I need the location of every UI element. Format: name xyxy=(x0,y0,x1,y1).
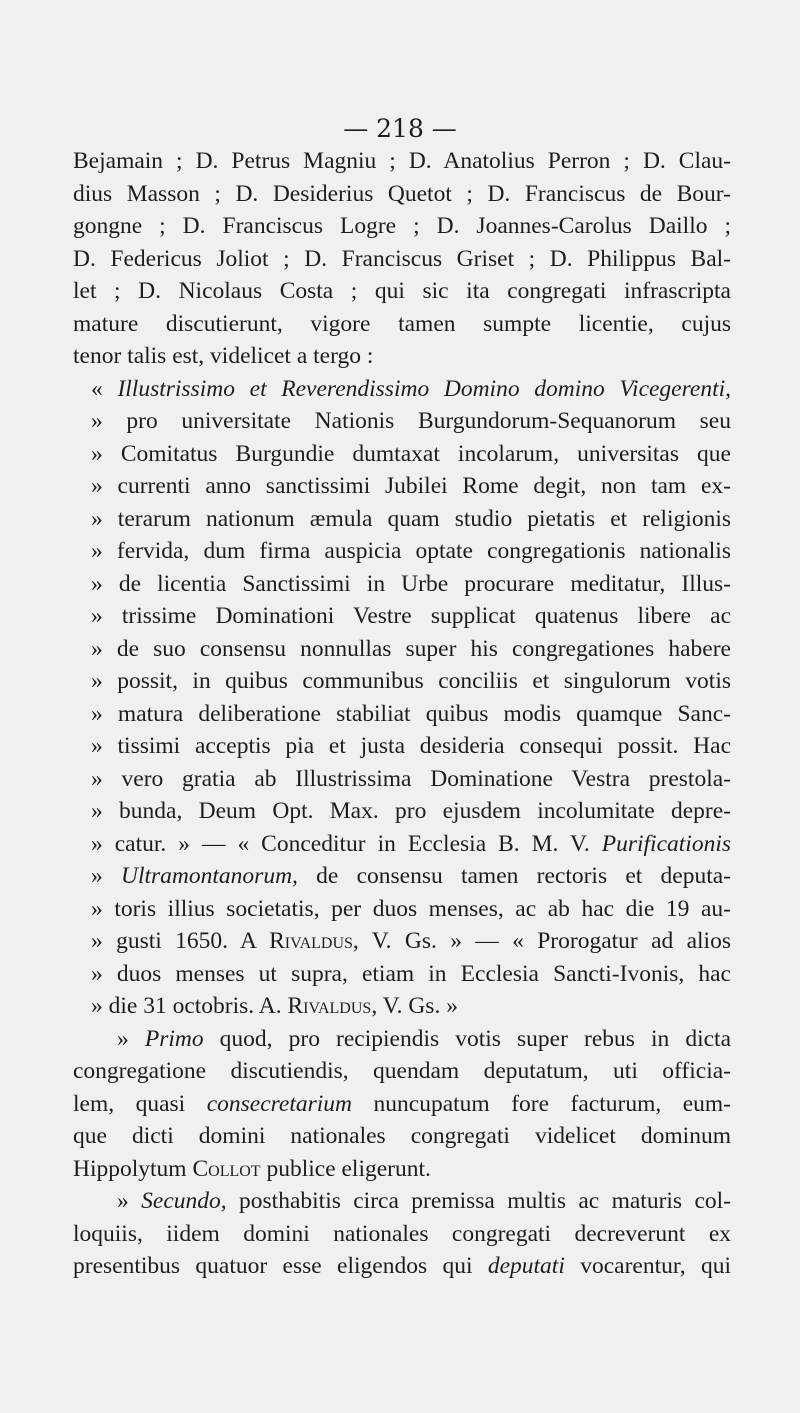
text-line xyxy=(73,665,731,698)
line-text: gongne ; D. Franciscus Logre ; D. Joannes-Carolus Daillo ; xyxy=(73,213,731,239)
text-line xyxy=(73,633,731,666)
small-caps-text: Rivaldus xyxy=(287,993,372,1019)
text-line xyxy=(73,860,731,893)
text-line xyxy=(73,1218,731,1251)
italic-text: consecretarium xyxy=(206,1090,353,1117)
line-text: » de licentia Sanctissimi in Urbe procurare meditatur, Illus- xyxy=(91,570,731,597)
line-text: » possit, in quibus communibus conciliis et singulorum votis xyxy=(91,668,731,694)
line-text: loquiis, iidem domini nationales congregati decreverunt ex xyxy=(73,1220,731,1247)
line-text: de consensu tamen rectoris et deputa- xyxy=(297,863,731,889)
line-text: publice eligerunt. xyxy=(260,1155,431,1182)
line-text: let ; D. Nicolaus Costa ; qui sic ita congregati infrascripta xyxy=(73,278,731,304)
line-text: Hippolytum xyxy=(73,1155,193,1182)
line-text: » currenti anno sanctissimi Jubilei Rome degit, non tam ex- xyxy=(91,473,731,499)
line-text: vocarentur, qui xyxy=(564,1253,731,1279)
line-text: » Comitatus Burgundie dumtaxat incolarum, universitas que xyxy=(91,440,731,467)
text-line xyxy=(73,210,731,243)
italic-text: deputati xyxy=(487,1253,565,1279)
text-line xyxy=(73,925,731,958)
text-line xyxy=(73,1185,731,1218)
italic-text: Primo xyxy=(144,1025,204,1052)
small-caps-text: Collot xyxy=(192,1155,261,1182)
line-text: congregatione discutiendis, quendam deputatum, uti officia- xyxy=(73,1058,731,1084)
line-text: Bejamain ; D. Petrus Magniu ; D. Anatolius Perron ; D. Clau- xyxy=(73,148,731,174)
line-text: nuncupatum fore facturum, eum- xyxy=(352,1090,731,1117)
text-line xyxy=(73,1120,731,1153)
line-text: » trissime Dominationi Vestre supplicat quatenus libere ac xyxy=(91,603,731,629)
text-line xyxy=(73,958,731,991)
line-text: posthabitis circa premissa multis ac maturis col- xyxy=(226,1188,731,1214)
line-text: » toris illius societatis, per duos menses, ac ab hac die 19 au- xyxy=(91,895,731,922)
italic-text: Purificationis xyxy=(601,830,731,857)
text-line xyxy=(73,178,731,211)
line-text: mature discutierunt, vigore tamen sumpte licentie, cujus xyxy=(73,310,731,337)
line-text: tenor talis est, videlicet a tergo : xyxy=(73,343,374,369)
line-text: que dicti domini nationales congregati videlicet dominum xyxy=(73,1123,731,1149)
line-text: » tissimi acceptis pia et justa desideria consequi possit. Hac xyxy=(91,733,731,759)
line-text: » xyxy=(91,863,121,889)
italic-text: Ultramontanorum, xyxy=(121,863,298,889)
text-line xyxy=(73,828,731,861)
line-text: » duos menses ut supra, etiam in Ecclesia Sancti-Ivonis, hac xyxy=(91,960,731,987)
text-line xyxy=(73,990,731,1023)
line-text: » de suo consensu nonnullas super his congregationes habere xyxy=(91,635,731,662)
text-line xyxy=(73,405,731,438)
italic-text: Illustrissimo et Reverendissimo Domino domino Vicegerenti, xyxy=(117,375,731,402)
text-line xyxy=(73,1250,731,1283)
text-line xyxy=(73,243,731,276)
text-line xyxy=(73,893,731,926)
line-text: » xyxy=(117,1188,142,1214)
line-text: » fervida, dum firma auspicia optate congregationis nationalis xyxy=(91,538,731,564)
text-line xyxy=(73,763,731,796)
text-line xyxy=(73,600,731,633)
text-line xyxy=(73,1055,731,1088)
line-text: , V. Gs. » — « Prorogatur ad alios xyxy=(352,928,731,954)
text-line xyxy=(73,438,731,471)
text-line xyxy=(73,1088,731,1121)
line-text: D. Federicus Joliot ; D. Franciscus Griset ; D. Philippus Bal- xyxy=(73,245,731,272)
line-text: , V. Gs. » xyxy=(371,993,458,1019)
text-line xyxy=(73,275,731,308)
text-line xyxy=(73,340,731,373)
text-line xyxy=(73,535,731,568)
text-line xyxy=(73,1153,731,1186)
line-text: quod, pro recipiendis votis super rebus in dicta xyxy=(203,1025,731,1052)
text-line xyxy=(73,373,731,406)
small-caps-text: Rivaldus xyxy=(269,928,353,954)
line-text: » gusti 1650. A xyxy=(91,928,270,954)
line-text: » terarum nationum æmula quam studio pietatis et religionis xyxy=(91,505,731,532)
page-number: — 218 — xyxy=(343,114,457,143)
text-line xyxy=(73,698,731,731)
line-text: presentibus quatuor esse eligendos qui xyxy=(73,1253,488,1279)
text-line xyxy=(73,795,731,828)
text-line xyxy=(73,503,731,536)
line-text: » catur. » — « Conceditur in Ecclesia B. M. V. xyxy=(91,830,602,857)
text-line xyxy=(73,470,731,503)
line-text: » matura deliberatione stabiliat quibus modis quamque Sanc- xyxy=(91,700,731,727)
line-text: » die 31 octobris. A. xyxy=(91,993,288,1019)
line-text: « xyxy=(91,375,118,402)
line-text: » pro universitate Nationis Burgundorum-Sequanorum seu xyxy=(91,408,731,434)
line-text: » xyxy=(117,1025,145,1052)
line-text: lem, quasi xyxy=(73,1090,207,1117)
line-text: » vero gratia ab Illustrissima Dominatione Vestra prestola- xyxy=(91,765,731,792)
text-line xyxy=(73,145,731,178)
text-line xyxy=(73,1023,731,1056)
text-line xyxy=(73,568,731,601)
text-line xyxy=(73,730,731,763)
line-text: dius Masson ; D. Desiderius Quetot ; D. Franciscus de Bour- xyxy=(73,180,731,207)
text-line xyxy=(73,308,731,341)
body-text xyxy=(73,145,731,1283)
line-text: » bunda, Deum Opt. Max. pro ejusdem incolumitate depre- xyxy=(91,798,731,824)
italic-text: Secundo, xyxy=(141,1188,227,1214)
